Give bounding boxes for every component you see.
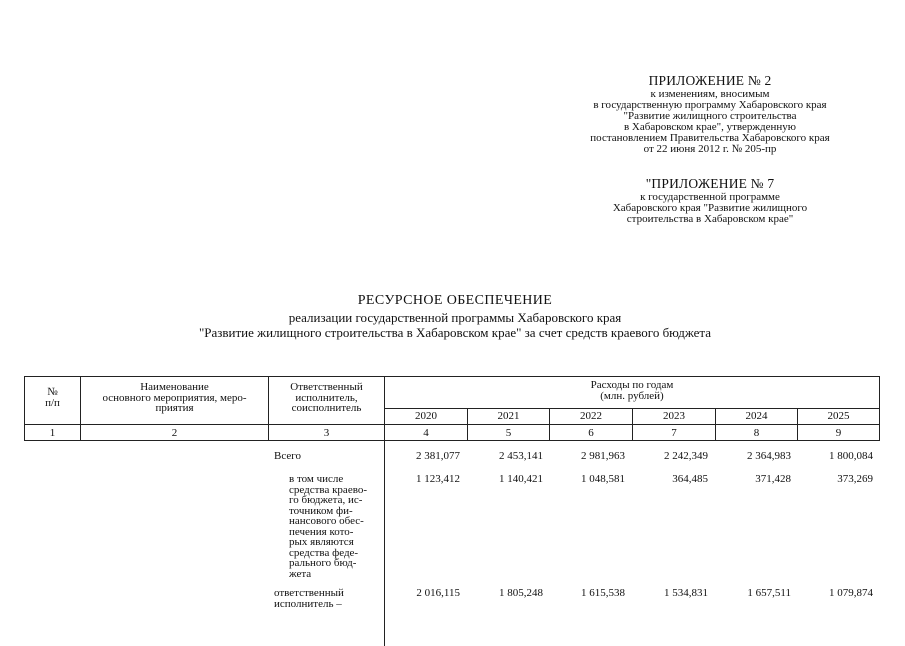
header-year: 2021 bbox=[497, 410, 520, 422]
value-cell: 2 364,983 bbox=[747, 450, 791, 462]
row-label-line: средства краево- bbox=[289, 483, 367, 496]
appendix-7-block bbox=[580, 176, 840, 225]
row-label-line: нансового обес- bbox=[289, 515, 364, 527]
value-cell: 2 016,115 bbox=[416, 587, 460, 599]
column-number: 7 bbox=[671, 427, 677, 439]
document-heading bbox=[150, 292, 760, 340]
value-cell: 1 534,831 bbox=[664, 587, 708, 599]
appendix-7-line: к государственной программе bbox=[640, 191, 780, 203]
appendix-2-line: постановлением Правительства Хабаровского края bbox=[590, 132, 830, 144]
header-measure-name-line: основного мероприятия, меро- bbox=[102, 391, 247, 404]
row-label-line: исполнитель – bbox=[274, 598, 342, 610]
value-cell: 1 140,421 bbox=[499, 473, 543, 485]
header-executor-line: исполнитель, bbox=[295, 391, 358, 404]
heading-subtitle-line: реализации государственной программы Хабаровского края bbox=[288, 310, 622, 325]
value-cell: 1 805,248 bbox=[499, 587, 543, 599]
header-measure-name-line: приятия bbox=[155, 402, 194, 414]
value-cell: 2 242,349 bbox=[664, 450, 708, 462]
header-year: 2025 bbox=[827, 410, 850, 422]
column-number: 6 bbox=[588, 427, 594, 439]
heading-title: РЕСУРСНОЕ ОБЕСПЕЧЕНИЕ bbox=[357, 293, 553, 308]
appendix-2-line: "Развитие жилищного строительства bbox=[623, 110, 797, 122]
value-cell: 2 981,963 bbox=[581, 450, 625, 462]
value-cell: 364,485 bbox=[672, 473, 708, 485]
appendix-2-line: к изменениям, вносимым bbox=[650, 88, 770, 100]
appendix-7-title: "ПРИЛОЖЕНИЕ № 7 bbox=[645, 176, 775, 191]
header-expenses-line: (млн. рублей) bbox=[600, 389, 664, 402]
column-number: 1 bbox=[49, 427, 56, 439]
value-cell: 1 123,412 bbox=[416, 473, 460, 485]
row-label-line: го бюджета, ис- bbox=[289, 494, 363, 506]
header-executor-line: Ответственный bbox=[290, 381, 363, 393]
appendix-7-line: Хабаровского края "Развитие жилищного bbox=[612, 202, 808, 214]
header-number-line: п/п bbox=[45, 396, 60, 409]
column-number: 3 bbox=[323, 427, 330, 439]
header-year: 2020 bbox=[415, 410, 437, 422]
header-executor bbox=[269, 382, 384, 414]
appendix-2-title: ПРИЛОЖЕНИЕ № 2 bbox=[648, 73, 772, 88]
value-cell: 2 453,141 bbox=[499, 450, 543, 462]
value-cell: 371,428 bbox=[755, 473, 791, 485]
header-year: 2022 bbox=[580, 410, 602, 422]
appendix-2-line: в Хабаровском крае", утвержденную bbox=[623, 121, 797, 133]
header-expenses-line: Расходы по годам bbox=[590, 379, 674, 391]
row-label-line: точником фи- bbox=[289, 504, 353, 517]
header-expenses bbox=[385, 380, 879, 401]
column-number: 5 bbox=[505, 427, 512, 439]
header-number-line: № bbox=[47, 386, 58, 398]
appendix-7-line: строительства в Хабаровском крае" bbox=[626, 213, 794, 225]
table-header-bottom bbox=[24, 424, 879, 425]
header-number bbox=[25, 387, 80, 408]
row-label-line: рального бюд- bbox=[289, 557, 357, 569]
header-measure-name-line: Наименование bbox=[140, 381, 209, 393]
value-cell: 1 800,084 bbox=[829, 450, 873, 462]
row-label-line: рых являются bbox=[289, 536, 354, 548]
column-number: 8 bbox=[753, 427, 760, 439]
appendix-2-line: от 22 июня 2012 г. № 205-пр bbox=[643, 143, 777, 155]
row-label-line: средства феде- bbox=[289, 546, 359, 559]
row-label-line: жета bbox=[289, 567, 312, 580]
table-vline bbox=[879, 376, 880, 441]
header-measure-name bbox=[81, 382, 268, 414]
column-number: 4 bbox=[423, 427, 429, 439]
row-label-line: ответственный bbox=[274, 587, 344, 599]
row-label-total: Всего bbox=[274, 450, 301, 462]
value-cell: 1 657,511 bbox=[747, 587, 791, 599]
header-executor-line: соисполнитель bbox=[291, 402, 362, 414]
value-cell: 1 615,538 bbox=[581, 587, 625, 599]
row-label-executor bbox=[274, 588, 382, 610]
row-label-line: в том числе bbox=[289, 473, 344, 485]
column-number: 9 bbox=[835, 427, 842, 439]
table-border-top bbox=[24, 376, 879, 377]
heading-subtitle-line: "Развитие жилищного строительства в Хабаровском крае" за счет средств краевого бюджета bbox=[198, 325, 712, 340]
value-cell: 2 381,077 bbox=[416, 450, 460, 462]
column-number: 2 bbox=[171, 427, 178, 439]
appendix-2-block bbox=[560, 73, 860, 155]
header-year: 2023 bbox=[663, 410, 685, 422]
table-colnum-bottom bbox=[24, 440, 879, 441]
row-label-line: печения кото- bbox=[289, 525, 354, 538]
value-cell: 1 079,874 bbox=[829, 587, 873, 599]
appendix-2-line: в государственную программу Хабаровского края bbox=[593, 99, 827, 111]
row-label-federal-funds bbox=[289, 474, 381, 579]
header-year: 2024 bbox=[745, 410, 768, 422]
value-cell: 373,269 bbox=[837, 473, 873, 485]
value-cell: 1 048,581 bbox=[581, 473, 625, 485]
